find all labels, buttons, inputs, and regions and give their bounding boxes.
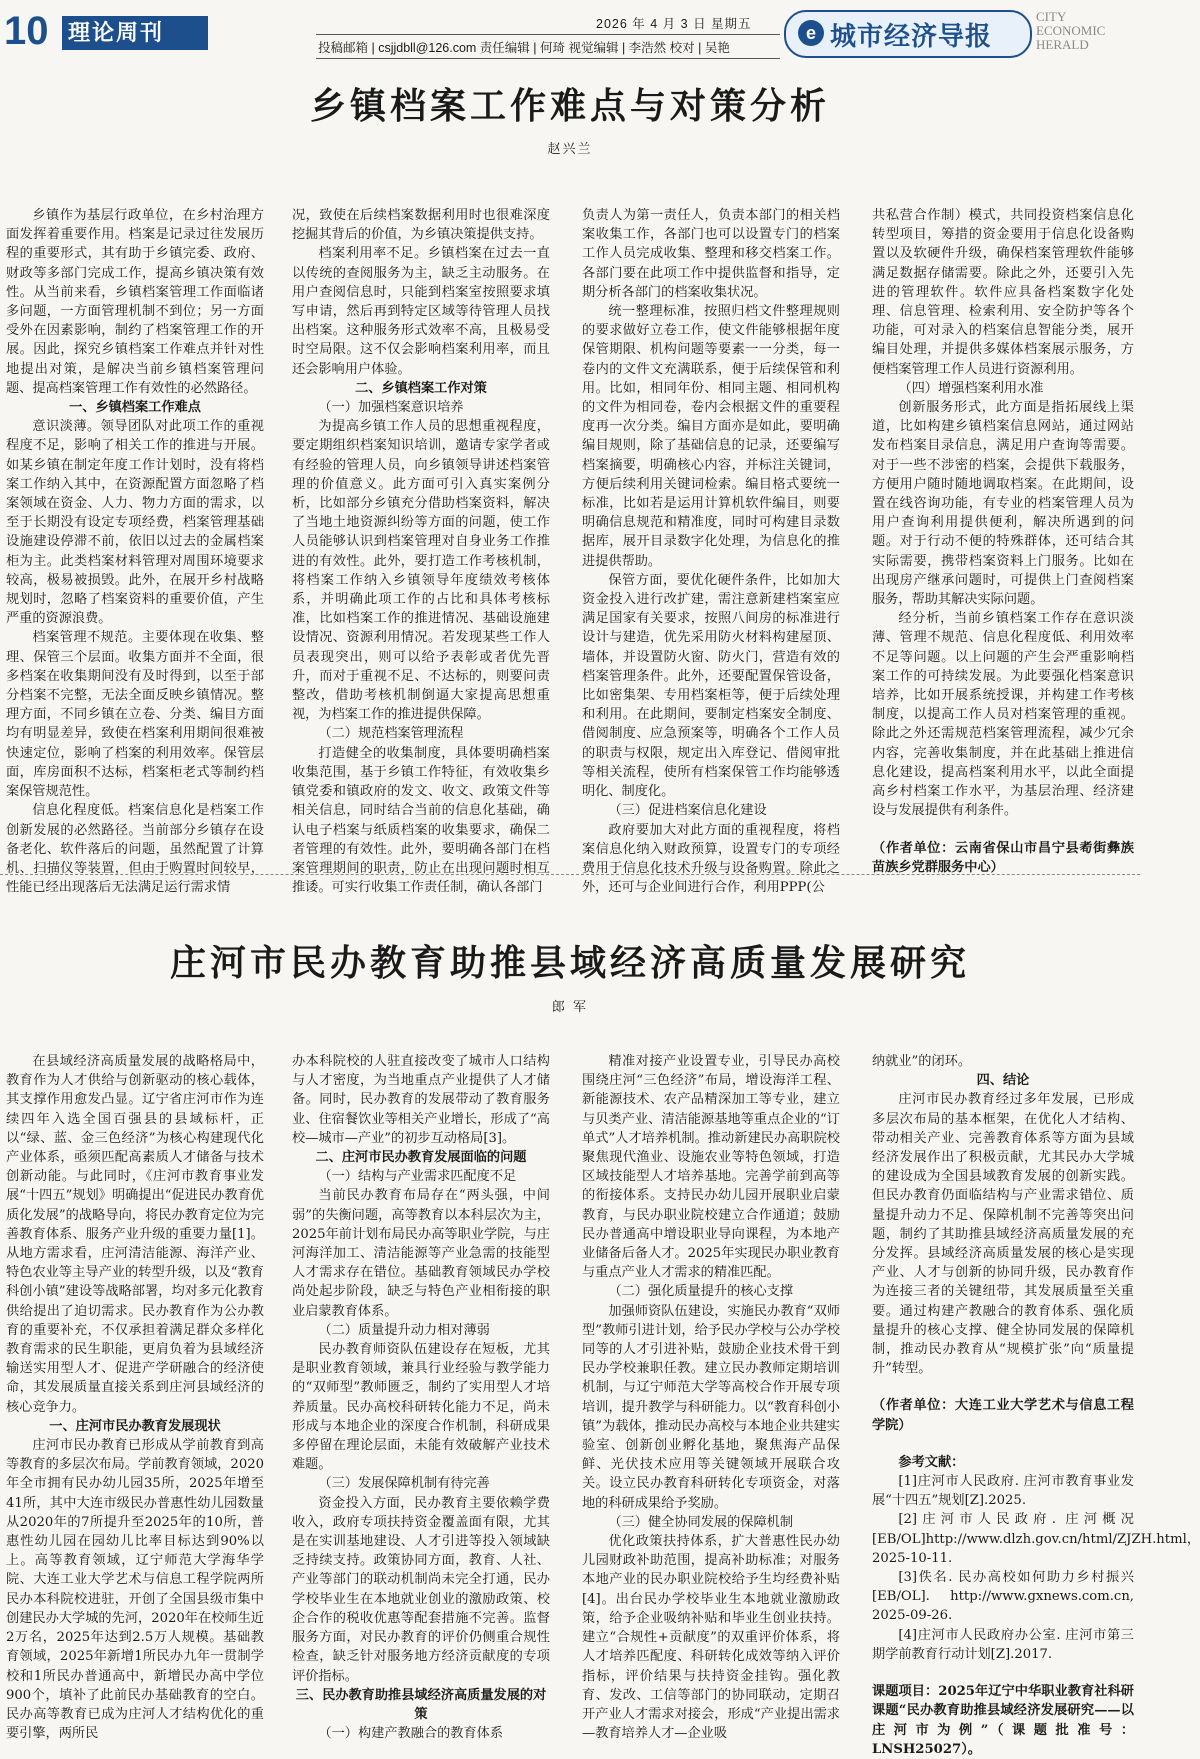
subsection-heading: （二）规范档案管理流程 bbox=[318, 726, 464, 742]
article2-column-3 bbox=[582, 1052, 840, 1742]
paragraph: 资金投入方面，民办教育主要依赖学费收入，政府专项扶持资金覆盖面有限，尤其是在实训基地建设、人才引进等投入领域缺乏持续支持。政策协同方面，教育、人社、产业等部门的联动机制尚未完全打通，民办学校毕业生在本地就业创业的激励政策、校企合作的税收优惠等配套措施不完善。监督服务方面，对民办教育的评价仍侧重合规性检查，缺乏针对服务地方经济贡献度的专项评价指标。 bbox=[292, 1495, 550, 1684]
section-heading: 二、庄河市民办教育发展面临的问题 bbox=[315, 1150, 527, 1166]
paragraph: 纳就业”的闭环。 bbox=[872, 1054, 972, 1069]
paragraph: 庄河市民办教育已形成从学前教育到高等教育的多层次布局。学前教育领域，2020年全市拥有民办幼儿园35所，2025年增至41所，其中大连市级民办普惠性幼儿园数量从2020年的7所提升至2025年的10所，普惠性幼儿园在园幼儿比率目标达到90%以上。高等教育领域，辽宁师范大学海华学院、大连工业大学艺术与信息工程学院两所民办本科院校进驻，开创了全国县级市集中创建民办大学城的先河，2020年在校师生近2万名，2025年达到2.5万人规模。基础教育领域，2025年新增1所民办九年一贯制学校和1所民办普通高中，新增民办高中学位900个，填补了此前民办基础教育的空白。民办高等教育已成为庄河人才结构优化的重要引擎，两所民 bbox=[6, 1438, 264, 1742]
section-heading: 二、乡镇档案工作对策 bbox=[355, 380, 487, 396]
logo-english: CITY ECONOMIC HERALD bbox=[1036, 9, 1106, 52]
header-rule-bottom bbox=[316, 58, 780, 59]
paragraph: 优化政策扶持体系，扩大普惠性民办幼儿园财政补助范围，提高补助标准；对服务本地产业的民办职业院校给予生均经费补贴[4]。出台民办学校毕业生本地就业激励政策，给予企业吸纳补贴和毕业生创业扶持。建立“合规性+贡献度”的双重评价体系，将人才培养匹配度、科研转化成效等纳入评价指标，评价结果与扶持资金挂钩。强化教育、发改、工信等部门的协同联动，定期召开产业人才需求对接会，形成“产业提出需求—教育培养人才—企业吸 bbox=[582, 1534, 840, 1742]
author-affiliation: （作者单位：大连工业大学艺术与信息工程学院） bbox=[872, 1398, 1134, 1433]
paragraph: [3]佚名. 民办高校如何助力乡村振兴[EB/OL]. http://www.gxnews.com.cn, 2025-09-26. bbox=[872, 1570, 1134, 1624]
article2-column-1 bbox=[6, 1052, 264, 1742]
article1-author: 赵兴兰 bbox=[547, 142, 593, 157]
section-heading: 一、乡镇档案工作难点 bbox=[69, 400, 201, 416]
paragraph: 加强师资队伍建设，实施民办教育“双师型”教师引进计划，给予民办学校与公办学校同等的人才引进补贴，鼓励企业技术骨干到民办学校兼职任教。建立民办教师定期培训机制，与辽宁师范大学等高校合作开展专项培训，提升教学与科研能力。以“教育科创小镇”为载体，推动民办高校与本地企业共建实验室、创新创业孵化基地，聚焦海产品保鲜、光伏技术应用等关键领域开展联合攻关。设立民办教育科研转化专项资金，对落地的科研成果给予奖励。 bbox=[582, 1303, 840, 1511]
paragraph: [2]庄河市人民政府. 庄河概况[EB/OL]http://www.dlzh.gov.cn/html/ZJZH.html，2025-10-11. bbox=[872, 1512, 1200, 1566]
article-separator bbox=[0, 874, 1140, 875]
paragraph: 信息化程度低。档案信息化是档案工作创新发展的必然路径。当前部分乡镇存在设备老化、软件落后的问题，虽然配置了计算机、扫描仪等装置，但由于购置时间较早，性能已经出现落后无法满足运行需求情 bbox=[6, 803, 264, 896]
author-affiliation: 课题项目：2025年辽宁中华职业教育社科研课题“民办教育助推县域经济发展研究——以庄河市为例”（课题批准号：LNSH25027）。 bbox=[872, 1684, 1134, 1757]
paragraph: 办本科院校的人驻直接改变了城市人口结构与人才密度，为当地重点产业提供了人才储备。同时，民办教育的发展带动了教育服务业、住宿餐饮业等相关产业增长，形成了“高校—城市—产业”的初步互动格局[3]。 bbox=[292, 1054, 550, 1146]
section-heading: 一、庄河市民办教育发展现状 bbox=[49, 1418, 221, 1434]
article1-title: 乡镇档案工作难点与对策分析 bbox=[309, 85, 830, 127]
subsection-heading: （二）质量提升动力相对薄弱 bbox=[318, 1322, 490, 1338]
paragraph: 意识淡薄。领导团队对此项工作的重视程度不足，影响了相关工作的推进与开展。如某乡镇在制定年度工作计划时，没有将档案工作纳入其中，在资源配置方面忽略了档案领域在资金、人力、物力方面的需求，以至于长期没有设定专项经费，档案管理基础设施建设停滞不前，依旧以过去的金属档案柜为主。此类档案材料管理对周围环境要求较高，极易被损毁。此外，在展开乡村战略规划时，忽略了档案资料的重要价值，产生严重的资源浪费。 bbox=[6, 419, 264, 627]
header-rule bbox=[316, 34, 780, 35]
editor-line: 投稿邮箱 | csjjdbll@126.com 责任编辑 | 何琦 视觉编辑 | 李浩然 校对 | 吴艳 bbox=[318, 41, 730, 55]
paragraph: 统一整理标准，按照归档文件整理规则的要求做好立卷工作，使文件能够根据年度保管期限、机构问题等要素一一分类，每一卷内的文件文充满联系，便于后续保管和利用。比如，相同年份、相同主题、相同机构的文件为相同卷，卷内会根据文件的重要程度再一次分类。编目方面亦是如此，要明确编目规则，除了基础信息的记录，还要编写档案摘要，明确核心内容，并标注关键词，方便后续利用关键词检索。编目格式要统一标准，比如若是运用计算机软件编目，则要明确信息规范和精准度，同时可构建目录数据库，展开目录数字化处理，为信息化的推进提供帮助。 bbox=[582, 304, 840, 569]
article2-column-2 bbox=[292, 1052, 550, 1742]
subsection-heading: （一）结构与产业需求匹配度不足 bbox=[318, 1169, 517, 1185]
paragraph: 打造健全的收集制度，具体要明确档案收集范围，基于乡镇工作特征，有效收集乡镇党委和镇政府的发文、收文、政策文件等相关信息，同时结合当前的信息化基础，确认电子档案与纸质档案的收集要求，确保二者管理的有效性。此外，要明确各部门在档案管理期间的职责，防止在出现问题时相互推诿。可实行收集工作责任制，确认各部门 bbox=[292, 745, 550, 896]
section-label: 理论周刊 bbox=[62, 16, 208, 50]
article2-author: 郎 军 bbox=[551, 1000, 589, 1015]
paragraph: [1]庄河市人民政府. 庄河市教育事业发展“十四五”规划[Z].2025. bbox=[872, 1474, 1134, 1509]
section-heading: 三、民办教育助推县域经济高质量发展的对策 bbox=[295, 1687, 547, 1722]
subsection-heading: （二）强化质量提升的核心支撑 bbox=[608, 1284, 794, 1300]
article1-column-3 bbox=[582, 206, 840, 896]
page-header bbox=[0, 0, 1140, 64]
subsection-heading: （四）增强档案利用水准 bbox=[898, 380, 1044, 396]
subsection-heading: （三）促进档案信息化建设 bbox=[608, 803, 767, 819]
paragraph: 精准对接产业设置专业，引导民办高校围绕庄河“三色经济”布局，增设海洋工程、新能源技术、农产品精深加工等专业，建立与贝类产业、清洁能源基地等重点企业的“订单式”人才培养机制。推动新建民办高职院校聚焦现代渔业、设施农业等特色领域，打造区域技能型人才培养基地。完善学前到高等的衔接体系。支持民办幼儿园开展职业启蒙教育，与民办职业院校建立合作通道；鼓励民办普通高中增设职业导向课程，为本地产业储备后备人才。2025年实现民办职业教育与重点产业人才需求的精准匹配。 bbox=[582, 1054, 840, 1281]
subsection-heading: （三）健全协同发展的保障机制 bbox=[608, 1514, 794, 1530]
subsection-heading: （一）构建产教融合的教育体系 bbox=[318, 1726, 504, 1742]
author-affiliation: （作者单位：云南省保山市昌宁县耇街彝族苗族乡党群服务中心） bbox=[872, 840, 1134, 875]
newspaper-logo bbox=[784, 10, 1032, 58]
article1-column-4 bbox=[872, 206, 1134, 875]
paragraph: 政府要加大对此方面的重视程度，将档案信息化纳入财政预算，设置专门的专项经费用于信息化技术升级与设备购置。除此之外，还可与企业间进行合作，利用PPP(公 bbox=[582, 822, 840, 896]
article2-title: 庄河市民办教育助推县域经济高质量发展研究 bbox=[169, 942, 970, 984]
paragraph: 创新服务形式，此方面是指拓展线上渠道，比如构建乡镇档案信息网站，通过网站发布档案目录信息，满足用户查询等需要。对于一些不涉密的档案，会提供下载服务，方便用户随时随地调取档案。在此期间，设置在线咨询功能，有专业的档案管理人员为用户查询利用提供便利，解决所遇到的问题。对于行动不便的特殊群体，还可结合其实际需要，携带档案资料上门服务。比如在出现房产继承问题时，可提供上门查阅档案服务，帮助其解决实际问题。 bbox=[872, 400, 1134, 608]
paragraph: 况，致使在后续档案数据利用时也很难深度挖掘其背后的价值，为乡镇决策提供支持。 bbox=[292, 208, 550, 243]
paragraph: 经分析，当前乡镇档案工作存在意识淡薄、管理不规范、信息化程度低、利用效率不足等问题。以上问题的产生会严重影响档案工作的可持续发展。为此要强化档案意识培养，比如开展系统授课，并构建工作考核制度，以提高工作人员对档案管理的重视。除此之外还需规范档案管理流程，减少冗余内容，完善收集制度，并在此基础上推进信息化建设，提高档案利用水平，以此全面提高乡村档案工作水平，为基层治理、经济建设与发展提供有利条件。 bbox=[872, 611, 1134, 819]
paragraph: [4]庄河市人民政府办公室. 庄河市第三期学前教育行动计划[Z].2017. bbox=[872, 1627, 1134, 1662]
page-number: 10 bbox=[4, 9, 49, 53]
paragraph: 当前民办教育布局存在“两头强，中间弱”的失衡问题，高等教育以本科层次为主，2025年前计划布局民办高等职业学院，与庄河海洋加工、清洁能源等产业急需的技能型人才需求存在错位。基础教育领域民办学校尚处起步阶段，缺乏与特色产业相衔接的职业启蒙教育体系。 bbox=[292, 1188, 550, 1319]
logo-text: 城市经济导报 bbox=[830, 22, 993, 52]
paragraph: 为提高乡镇工作人员的思想重视程度，要定期组织档案知识培训，邀请专家学者或有经验的管理人员，向乡镇领导讲述档案管理的价值意义。此方面可引入真实案例分析，比如部分乡镇充分借助档案资料，解决了当地土地资源纠纷等方面的问题，使工作人员能够认识到档案管理对自身业务工作推进的有效性。此外，要打造工作考核机制，将档案工作纳入乡镇领导年度绩效考核体系，并明确此项工作的占比和具体考核标准，比如档案工作的推进情况、基础设施建设情况、资源利用情况。若发现某些工作人员表现突出，则可以给予表彰或者优先晋升，而对于重视不足、不达标的，则要问责整改，借助考核机制倒逼大家提高思想重视，为档案工作的推进提供保障。 bbox=[292, 419, 550, 723]
paragraph: 保管方面，要优化硬件条件，比如加大资金投入进行改扩建，需注意新建档案室应满足国家有关要求，按照八间房的标准进行设计与建造，优先采用防火材料构建屋顶、墙体，并设置防火窗、防火门，营造有效的档案管理条件。此外，还要配置保管设备，比如密集架、专用档案柜等，便于后续处理和利用。在此期间，要制定档案安全制度、借阅制度、应急预案等，明确各个工作人员的职责与权限，规定出入库登记、借阅审批等相关流程，使所有档案保管工作均能够透明化、制度化。 bbox=[582, 572, 840, 800]
paragraph: 档案利用率不足。乡镇档案在过去一直以传统的查阅服务为主，缺乏主动服务。在用户查阅信息时，只能到档案室按照要求填写申请，然后再到特定区域等待管理人员找出档案。这种服务形式效率不高，且极易受时空局限。这不仅会影响档案利用率，而且还会影响用户体验。 bbox=[292, 246, 550, 377]
paragraph: 民办教育师资队伍建设存在短板，尤其是职业教育领域，兼具行业经验与教学能力的“双师型”教师匮乏，制约了实用型人才培养质量。民办高校科研转化能力不足，尚未形成与本地企业的深度合作机制，科研成果多停留在理论层面，未能有效破解产业技术难题。 bbox=[292, 1342, 550, 1473]
article1-column-1 bbox=[6, 206, 264, 896]
paragraph: 共私营合作制）模式，共同投资档案信息化转型项目，筹措的资金要用于信息化设备购置以及软硬件升级，确保档案管理软件能够满足数据存储需要。除此之外，还要引入先进的管理软件。软件应具备档案数字化处理、信息管理、检索利用、安全防护等各个功能，可对录入的档案信息智能分类，展开编目处理，并提供多媒体档案展示服务，方便档案管理工作人员进行资源利用。 bbox=[872, 208, 1134, 377]
paragraph: 在县域经济高质量发展的战略格局中，教育作为人才供给与创新驱动的核心载体，其支撑作用愈发凸显。辽宁省庄河市作为连续四年入选全国百强县的县域标杆，正以“绿、蓝、金三色经济”为核心构建现代化产业体系，亟须匹配高素质人才储备与技术创新动能。与此同时，《庄河市教育事业发展“十四五”规划》明确提出“促进民办教育优质化发展”的战略导向，将民办教育定位为完善教育体系、服务产业升级的重要力量[1]。从地方需求看，庄河清洁能源、海洋产业、特色农业等主导产业的转型升级，以及“教育科创小镇”建设等战略部署，均对多元化教育供给提出了迫切需求。民办教育作为公办教育的重要补充，不仅承担着满足群众多样化教育需求的民生职能，更肩负着为县域经济输送实用型人才、促进产学研融合的经济使命，其发展质量直接关系到庄河县域经济的核心竞争力。 bbox=[6, 1054, 264, 1415]
date-line: 2026 年 4 月 3 日 星期五 bbox=[596, 17, 752, 31]
subsection-heading: （三）发展保障机制有待完善 bbox=[318, 1476, 490, 1492]
paragraph: 档案管理不规范。主要体现在收集、整理、保管三个层面。收集方面并不全面，很多档案在收集期间没有及时得到，以至于部分档案不完整，无法全面反映乡镇情况。整理方面，不同乡镇在立卷、分类、编目方面均有明显差异，致使在档案利用期间很难被快速定位，影响了档案的利用效率。保管层面，库房面积不达标，档案柜老式等制约档案保管规范性。 bbox=[6, 630, 264, 800]
paragraph: 庄河市民办教育经过多年发展，已形成多层次布局的基本框架，在优化人才结构、带动相关产业、完善教育体系等方面为县域经济发展作出了积极贡献，尤其民办大学城的建设成为全国县域教育发展的创新实践。但民办教育仍面临结构与产业需求错位、质量提升动力不足、保障机制不完善等突出问题，制约了其助推县域经济高质量发展的充分发挥。县域经济高质量发展的核心是实现产业、人才与创新的协同升级，民办教育作为连接三者的关键纽带，其发展质量至关重要。通过构建产教融合的教育体系、强化质量提升的核心支撑、健全协同发展的保障机制，推动民办教育从“规模扩张”向“质量提升”转型。 bbox=[872, 1092, 1134, 1377]
paragraph: 负责人为第一责任人，负责本部门的相关档案收集工作，各部门也可以设置专门的档案工作人员完成收集、整理和移交档案工作。各部门要在此项工作中提供监督和指导，定期分析各部门的档案收集状况。 bbox=[582, 208, 840, 300]
article2-column-4 bbox=[872, 1052, 1200, 1757]
article1-column-2 bbox=[292, 206, 550, 896]
references-heading: 参考文献： bbox=[898, 1454, 965, 1470]
subsection-heading: （一）加强档案意识培养 bbox=[318, 400, 464, 416]
paragraph: 乡镇作为基层行政单位，在乡村治理方面发挥着重要作用。档案是记录过往发展历程的重要形式，其有助于乡镇完委、政府、财政等多部门完成工作，提高乡镇决策有效性。从当前来看，乡镇档案管理工作面临诸多问题，一方面管理机制不到位；另一方面受外在因素影响，制约了档案管理工作的开展。因此，探究乡镇档案工作难点并针对性地提出对策，是解决当前乡镇档案管理问题、提高档案管理工作有效性的必然路径。 bbox=[6, 208, 264, 396]
section-heading: 四、结论 bbox=[976, 1073, 1030, 1089]
logo-mark-icon: e bbox=[798, 20, 824, 46]
